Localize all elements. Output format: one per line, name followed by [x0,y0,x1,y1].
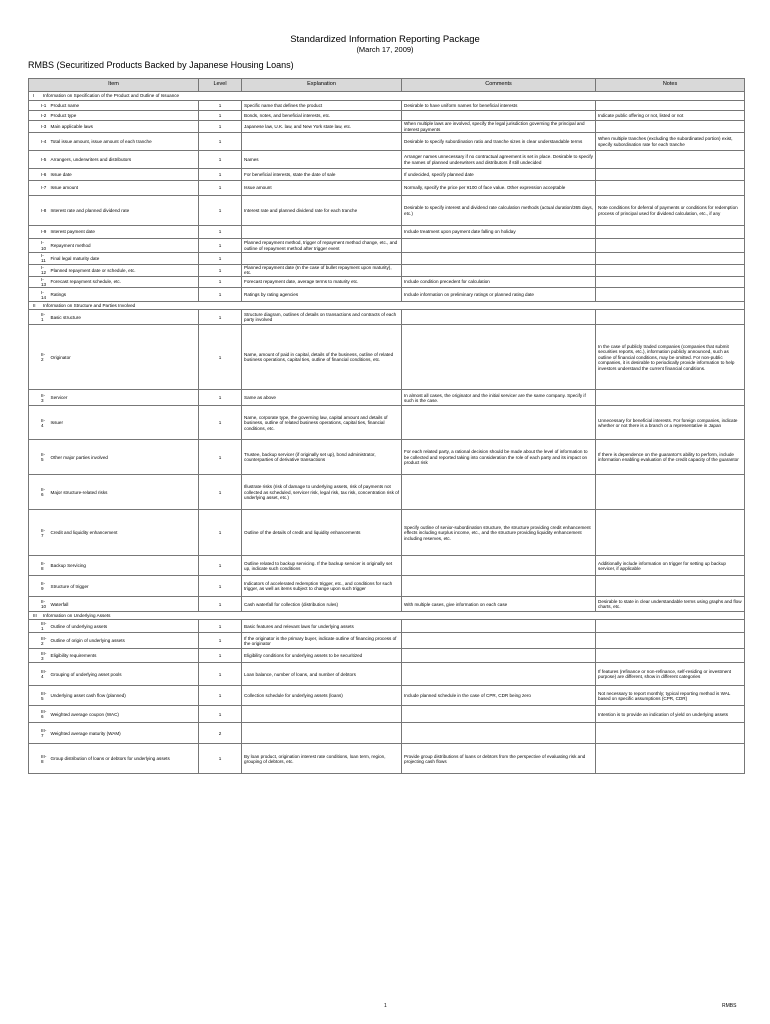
row-explanation: For beneficial interests, state the date of sale [242,169,402,181]
row-id: I-10 [29,239,49,253]
row-id: II-5 [29,440,49,475]
row-comments [402,723,596,744]
row-comments [402,310,596,325]
row-level: 1 [199,310,242,325]
row-id: III-5 [29,686,49,706]
row-explanation: Structure diagram, outlines of details on transactions and contracts of each party involved [242,310,402,325]
row-comments: Include treatment upon payment date falling on holiday [402,226,596,239]
row-level: 1 [199,576,242,597]
table-row [29,276,745,288]
row-level: 1 [199,440,242,475]
row-item: Main applicable laws [49,121,199,133]
row-notes [596,226,745,239]
row-notes [596,288,745,302]
row-explanation: Trustee, backup servicer (if originally set up), bond administrator, counterparties of derivative transactions [242,440,402,475]
row-item: Product type [49,111,199,121]
table-row [29,133,745,151]
header-level: Level [199,79,242,92]
row-explanation: Illustrate risks (risk of damage to underlying assets, risk of payments not collected as scheduled, servicer risk, legal risk, tax risk, concentration risk of underlying asset, etc.) [242,475,402,510]
table-row [29,723,745,744]
table-row [29,181,745,196]
row-level: 1 [199,510,242,556]
row-comments [402,576,596,597]
row-explanation: Indicators of accelerated redemption trigger, etc., and conditions for such trigger, as well as items subject to change upon such trigger [242,576,402,597]
row-notes [596,620,745,633]
row-notes [596,649,745,663]
row-explanation: Name, amount of paid in capital, details of the business, outline of related business operations, capital ties, outline of financial conditions, etc. [242,325,402,390]
row-comments [402,239,596,253]
row-notes [596,101,745,111]
row-id: I-9 [29,226,49,239]
row-level: 1 [199,253,242,265]
row-level: 2 [199,723,242,744]
row-id: III-8 [29,744,49,774]
row-level: 1 [199,181,242,196]
row-explanation [242,706,402,723]
row-notes [596,121,745,133]
row-level: 1 [199,169,242,181]
row-comments [402,556,596,576]
row-notes [596,151,745,169]
row-notes [596,510,745,556]
row-item: Servicer [49,390,199,406]
row-comments [402,111,596,121]
section-number: I [33,93,35,99]
row-id: II-9 [29,576,49,597]
row-explanation: If the originator is the primary buyer, indicate outline of financing process of the originator [242,633,402,649]
row-notes: If features (refinance or non-refinance, self-residing or investment purpose) are different, show in different categories [596,663,745,686]
row-item: Outline of origin of underlying assets [49,633,199,649]
row-notes [596,723,745,744]
row-id: II-1 [29,310,49,325]
row-explanation: Bonds, notes, and beneficial interests, etc. [242,111,402,121]
row-explanation: Ratings by rating agencies [242,288,402,302]
row-comments [402,475,596,510]
section-heading [29,612,745,620]
row-comments [402,406,596,440]
section-title: Information on Underlying Assets [43,613,111,619]
section-title: Information on Structure and Parties Involved [43,303,136,309]
row-explanation: Forecast repayment date, average terms to maturity etc. [242,276,402,288]
table-row [29,121,745,133]
row-explanation: Specific name that defines the product [242,101,402,111]
row-item: Structure of trigger [49,576,199,597]
row-item: Grouping of underlying asset pools [49,663,199,686]
row-item: Weighted average coupon (WAC) [49,706,199,723]
row-notes: Intention is to provide an indication of yield on underlying assets [596,706,745,723]
section-heading [29,92,745,101]
table-row [29,288,745,302]
row-id: I-14 [29,288,49,302]
row-id: I-8 [29,196,49,226]
row-notes: Indicate public offering or not, listed or not [596,111,745,121]
row-item: Outline of underlying assets [49,620,199,633]
row-notes [596,239,745,253]
row-level: 1 [199,390,242,406]
row-item: Weighted average maturity (WAM) [49,723,199,744]
row-item: Arrangers, underwriters and distributors [49,151,199,169]
row-id: III-4 [29,663,49,686]
row-level: 1 [199,101,242,111]
information-table [28,78,745,774]
row-id: I-11 [29,253,49,265]
table-row [29,686,745,706]
row-notes [596,744,745,774]
table-row [29,239,745,253]
row-level: 1 [199,111,242,121]
row-id: II-10 [29,597,49,612]
table-row [29,576,745,597]
row-explanation: Names [242,151,402,169]
row-item: Total issue amount, issue amount of each tranche [49,133,199,151]
page-number: 1 [384,1003,387,1009]
row-comments: With multiple cases, give information on each case [402,597,596,612]
table-row [29,744,745,774]
table-row [29,440,745,475]
row-comments: In almost all cases, the originator and the initial servicer are the same company. Specify if such is the case. [402,390,596,406]
row-explanation: Same as above [242,390,402,406]
table-row [29,556,745,576]
row-notes [596,576,745,597]
row-level: 1 [199,325,242,390]
row-notes: Note conditions for deferral of payments or conditions for redemption process of principal used for dividend calculation, etc., if any [596,196,745,226]
section-title: Information on Specification of the Product and Outline of Issuance [43,93,180,99]
row-comments: Include information on preliminary ratings or planned rating date [402,288,596,302]
table-row [29,649,745,663]
row-id: I-3 [29,121,49,133]
row-item: Issuer [49,406,199,440]
table-row [29,597,745,612]
row-notes [596,169,745,181]
row-level: 1 [199,239,242,253]
row-comments: Include planned schedule in the case of CPR, CDR being zero [402,686,596,706]
row-item: Interest payment date [49,226,199,239]
row-level: 1 [199,556,242,576]
row-notes: In the case of publicly traded companies (companies that submit securities reports, etc.), information publicly announced, such as outline of financial conditions, may be omitted. For non-public companies, it is desirable to periodically provide information to help investors understand the current financial conditions. [596,325,745,390]
table-row [29,253,745,265]
table-row [29,169,745,181]
row-id: I-5 [29,151,49,169]
table-row [29,390,745,406]
row-item: Forecast repayment schedule, etc. [49,276,199,288]
row-comments: Desirable to have uniform names for beneficial interests [402,101,596,111]
row-level: 1 [199,133,242,151]
row-comments [402,325,596,390]
footer-label: RMBS [722,1003,737,1009]
row-id: II-8 [29,556,49,576]
row-comments: If undecided, specify planned date [402,169,596,181]
row-explanation: By loan product, origination interest rate conditions, loan term, region, grouping of debtors, etc. [242,744,402,774]
header-explanation: Explanation [242,79,402,92]
row-notes [596,633,745,649]
table-row [29,406,745,440]
row-comments: Arranger names unnecessary if no contractual agreement is set in place. Desirable to specify the names of planned underwriters and distributors if still undecided [402,151,596,169]
row-notes [596,390,745,406]
row-item: Waterfall [49,597,199,612]
row-id: III-6 [29,706,49,723]
row-id: II-7 [29,510,49,556]
row-level: 1 [199,276,242,288]
row-item: Eligibility requirements [49,649,199,663]
row-id: III-3 [29,649,49,663]
table-row [29,475,745,510]
row-explanation: Loan balance, number of loans, and number of debtors [242,663,402,686]
row-notes: Additionally include information on trigger for setting up backup servicer, if applicable [596,556,745,576]
row-level: 1 [199,597,242,612]
row-notes: When multiple tranches (excluding the subordinated portion) exist, specify subordination rate for each tranche [596,133,745,151]
row-level: 1 [199,475,242,510]
row-level: 1 [199,406,242,440]
row-explanation: Planned repayment date (In the case of bullet repayment upon maturity), etc. [242,264,402,276]
row-id: II-3 [29,390,49,406]
row-item: Interest rate and planned dividend rate [49,196,199,226]
table-row [29,706,745,723]
row-item: Underlying asset cash flow (planned) [49,686,199,706]
section-row [29,92,745,101]
table-row [29,510,745,556]
row-item: Credit and liquidity enhancement [49,510,199,556]
row-explanation: Outline related to backup servicing. If the backup servicer is originally set up, indicate such conditions [242,556,402,576]
table-row [29,101,745,111]
row-comments: Specify outline of senior-subordination structure, the structure providing credit enhancement effects including surplus income, etc., and the structure providing liquidity enhancement including reserves, etc. [402,510,596,556]
row-item: Ratings [49,288,199,302]
row-item: Originator [49,325,199,390]
row-explanation: Outline of the details of credit and liquidity enhancements [242,510,402,556]
section-number: II [33,303,36,309]
row-comments: Provide group distributions of loans or debtors from the perspective of evaluating risk and projecting cash flows [402,744,596,774]
row-item: Planned repayment date or schedule, etc. [49,264,199,276]
table-row [29,663,745,686]
row-level: 1 [199,649,242,663]
row-notes [596,264,745,276]
row-id: II-4 [29,406,49,440]
row-id: I-13 [29,276,49,288]
row-comments [402,649,596,663]
row-item: Issue date [49,169,199,181]
row-comments: For each related party, a rational decision should be made about the level of information to be collected and reported taking into consideration the role of each party and its impact on product risk [402,440,596,475]
row-level: 1 [199,744,242,774]
row-id: III-1 [29,620,49,633]
row-level: 1 [199,264,242,276]
row-level: 1 [199,121,242,133]
row-notes [596,253,745,265]
table-row [29,264,745,276]
row-notes: If there is dependence on the guarantor's ability to perform, include information enabling evaluation of the credit capacity of the guarantor [596,440,745,475]
row-notes [596,276,745,288]
row-notes: Unnecessary for beneficial interests. For foreign companies, indicate whether or not there is a branch or a representative in Japan [596,406,745,440]
row-notes [596,310,745,325]
row-level: 1 [199,620,242,633]
row-explanation: Issue amount [242,181,402,196]
row-id: I-7 [29,181,49,196]
row-comments: Desirable to specify interest and dividend rate calculation methods (actual duration/365 days, etc.) [402,196,596,226]
row-notes: Desirable to state in clear understandable terms using graphs and flow charts, etc. [596,597,745,612]
row-item: Basic structure [49,310,199,325]
row-explanation [242,133,402,151]
row-comments [402,663,596,686]
row-level: 1 [199,663,242,686]
row-item: Product name [49,101,199,111]
row-explanation: Interest rate and planned dividend rate for each tranche [242,196,402,226]
row-explanation: Name, corporate type, the governing law, capital amount and details of business, outline of related business operations, capital ties, financial conditions, etc. [242,406,402,440]
row-explanation: Cash waterfall for collection (distribution rules) [242,597,402,612]
section-row [29,612,745,620]
table-row [29,325,745,390]
table-row [29,226,745,239]
row-explanation: Collection schedule for underlying assets (loans) [242,686,402,706]
row-comments [402,706,596,723]
header-item: Item [29,79,199,92]
section-number: III [33,613,37,619]
row-explanation: Basic features and relevant laws for underlying assets [242,620,402,633]
row-id: I-12 [29,264,49,276]
document-date: (March 17, 2009) [356,45,414,54]
row-id: II-6 [29,475,49,510]
row-item: Backup Servicing [49,556,199,576]
row-comments: When multiple laws are involved, specify the legal jurisdiction governing the principal and interest payments [402,121,596,133]
row-item: Final legal maturity date [49,253,199,265]
row-item: Issue amount [49,181,199,196]
row-level: 1 [199,288,242,302]
row-explanation: Planned repayment method, trigger of repayment method change, etc., and outline of repayment method after trigger event [242,239,402,253]
table-row [29,151,745,169]
table-row [29,310,745,325]
row-explanation: Eligibility conditions for underlying assets to be securitized [242,649,402,663]
section-heading [29,302,745,310]
document-subtitle: RMBS (Securitized Products Backed by Japanese Housing Loans) [28,60,294,70]
row-level: 1 [199,686,242,706]
row-notes [596,475,745,510]
row-item: Major structure-related risks [49,475,199,510]
document-title: Standardized Information Reporting Package [290,34,480,45]
table-header [29,79,745,92]
row-level: 1 [199,226,242,239]
row-comments: Normally, specify the price per ¥100 of face value. Other expression acceptable [402,181,596,196]
row-level: 1 [199,706,242,723]
table-row [29,196,745,226]
row-id: I-4 [29,133,49,151]
row-id: I-2 [29,111,49,121]
row-comments [402,264,596,276]
table-row [29,633,745,649]
row-id: III-7 [29,723,49,744]
row-notes: Not necessary to report monthly; typical reporting method is WAL based on specific assumptions (CPR, CDR) [596,686,745,706]
row-level: 1 [199,633,242,649]
row-level: 1 [199,196,242,226]
row-comments: Desirable to specify subordination ratio and tranche sizes in clear understandable terms [402,133,596,151]
table-row [29,620,745,633]
header-comments: Comments [402,79,596,92]
row-explanation [242,253,402,265]
row-notes [596,181,745,196]
row-explanation: Japanese law, U.K. law, and New York state law, etc. [242,121,402,133]
row-id: I-6 [29,169,49,181]
row-comments: Include condition precedent for calculation [402,276,596,288]
row-comments [402,253,596,265]
row-explanation [242,723,402,744]
row-comments [402,633,596,649]
row-item: Other major parties involved [49,440,199,475]
row-id: III-2 [29,633,49,649]
table-row [29,111,745,121]
header-notes: Notes [596,79,745,92]
row-comments [402,620,596,633]
row-id: II-2 [29,325,49,390]
section-row [29,302,745,310]
row-explanation [242,226,402,239]
row-item: Group distribution of loans or debtors for underlying assets [49,744,199,774]
row-item: Repayment method [49,239,199,253]
row-id: I-1 [29,101,49,111]
row-level: 1 [199,151,242,169]
